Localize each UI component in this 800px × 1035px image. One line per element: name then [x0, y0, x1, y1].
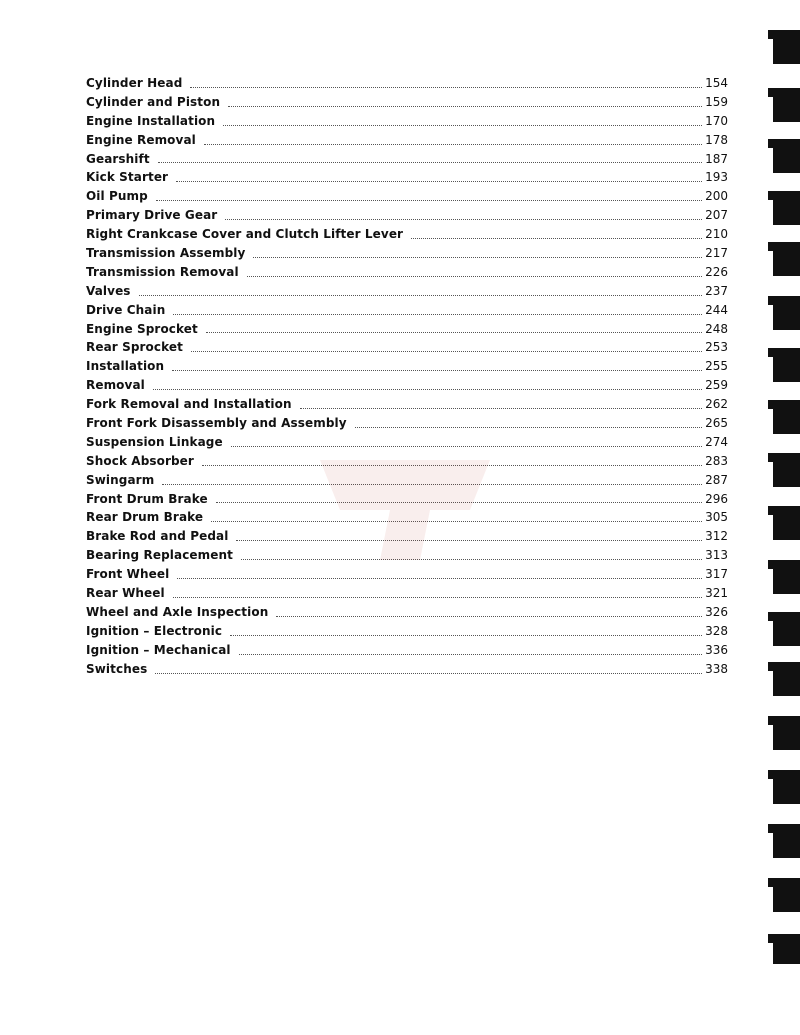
- dot-leader: [176, 180, 702, 182]
- section-tab[interactable]: [773, 662, 800, 696]
- toc-entry-title: Primary Drive Gear: [86, 208, 218, 223]
- dot-leader: [223, 124, 702, 126]
- toc-entry[interactable]: [86, 320, 728, 339]
- section-tab[interactable]: [773, 139, 800, 173]
- toc-entry-page: 253: [705, 340, 728, 355]
- toc-entry-page: 248: [705, 321, 728, 336]
- section-tab[interactable]: [773, 30, 800, 64]
- section-tab[interactable]: [773, 934, 800, 964]
- section-edge-tabs: [760, 0, 800, 1035]
- toc-entry-page: 313: [705, 548, 728, 563]
- toc-entry-page: 265: [705, 416, 728, 431]
- dot-leader: [300, 407, 702, 409]
- toc-entry-title: Kick Starter: [86, 170, 169, 185]
- toc-entry[interactable]: [86, 168, 728, 187]
- toc-entry[interactable]: [86, 225, 728, 244]
- dot-leader: [228, 105, 702, 107]
- toc-entry-page: 237: [705, 283, 728, 298]
- toc-entry-page: 178: [705, 132, 728, 147]
- dot-leader: [204, 143, 702, 145]
- section-tab[interactable]: [773, 770, 800, 804]
- section-tab[interactable]: [773, 88, 800, 122]
- section-tab[interactable]: [773, 348, 800, 382]
- toc-entry-page: 159: [705, 94, 728, 109]
- dot-leader: [355, 426, 702, 428]
- toc-entry-title: Cylinder Head: [86, 76, 183, 90]
- watermark-shape: [320, 460, 490, 560]
- toc-entry[interactable]: [86, 395, 728, 414]
- toc-entry[interactable]: [86, 603, 728, 622]
- toc-entry-title: Installation: [86, 359, 165, 374]
- toc-entry-page: 336: [705, 642, 728, 657]
- dot-leader: [158, 161, 702, 163]
- toc-entry-page: 170: [705, 113, 728, 128]
- toc-entry-page: 259: [705, 378, 728, 393]
- section-tab[interactable]: [773, 453, 800, 487]
- dot-leader: [253, 256, 702, 258]
- toc-entry-page: 328: [705, 623, 728, 638]
- toc-entry-title: Ignition – Mechanical: [86, 642, 231, 657]
- toc-entry[interactable]: [86, 74, 728, 93]
- dot-leader: [411, 237, 702, 239]
- toc-entry[interactable]: [86, 641, 728, 660]
- dot-leader: [225, 218, 702, 220]
- section-tab[interactable]: [773, 878, 800, 912]
- toc-entry-title: Engine Removal: [86, 132, 196, 147]
- toc-entry[interactable]: [86, 112, 728, 131]
- section-tab[interactable]: [773, 242, 800, 276]
- toc-entry[interactable]: [86, 187, 728, 206]
- toc-entry-page: 255: [705, 359, 728, 374]
- dot-leader: [173, 313, 702, 315]
- toc-entry[interactable]: [86, 357, 728, 376]
- dot-leader: [139, 294, 703, 296]
- dot-leader: [191, 350, 702, 352]
- toc-entry-title: Bearing Replacement: [86, 548, 233, 563]
- toc-entry-title: Oil Pump: [86, 189, 148, 204]
- toc-entry-title: Drive Chain: [86, 302, 166, 317]
- toc-entry-page: 338: [705, 661, 728, 676]
- toc-entry-page: 317: [705, 567, 728, 582]
- toc-entry[interactable]: [86, 131, 728, 150]
- toc-entry[interactable]: [86, 414, 728, 433]
- toc-entry-title: Suspension Linkage: [86, 434, 223, 449]
- toc-entry-title: Wheel and Axle Inspection: [86, 604, 269, 619]
- dot-leader: [172, 369, 702, 371]
- toc-entry-title: Front Fork Disassembly and Assembly: [86, 416, 347, 431]
- toc-entry-title: Rear Wheel: [86, 586, 165, 601]
- table-of-contents: [86, 74, 728, 679]
- toc-entry-page: 321: [705, 586, 728, 601]
- toc-entry-title: Shock Absorber: [86, 453, 194, 468]
- toc-entry[interactable]: [86, 660, 728, 679]
- toc-entry-title: Gearshift: [86, 151, 150, 166]
- toc-entry-page: 226: [705, 264, 728, 279]
- section-tab[interactable]: [773, 716, 800, 750]
- toc-entry-page: 210: [705, 227, 728, 242]
- toc-entry-page: 287: [705, 472, 728, 487]
- toc-entry[interactable]: [86, 584, 728, 603]
- dot-leader: [155, 672, 702, 674]
- toc-entry-title: Engine Sprocket: [86, 321, 198, 336]
- toc-entry-page: 296: [705, 491, 728, 506]
- toc-entry-title: Valves: [86, 283, 131, 298]
- section-tab[interactable]: [773, 612, 800, 646]
- toc-entry-title: Engine Installation: [86, 113, 216, 128]
- toc-entry-page: 305: [705, 510, 728, 525]
- dot-leader: [230, 634, 702, 636]
- toc-entry[interactable]: [86, 622, 728, 641]
- toc-entry-title: Brake Rod and Pedal: [86, 529, 229, 544]
- toc-entry-page: 326: [705, 604, 728, 619]
- dot-leader: [173, 596, 702, 598]
- dot-leader: [239, 653, 702, 655]
- toc-entry-page: 154: [705, 76, 728, 90]
- dot-leader: [153, 388, 702, 390]
- toc-entry-title: Removal: [86, 378, 145, 393]
- toc-entry[interactable]: [86, 93, 728, 112]
- toc-entry-title: Rear Sprocket: [86, 340, 183, 355]
- toc-entry-page: 262: [705, 397, 728, 412]
- section-tab[interactable]: [773, 400, 800, 434]
- toc-entry-title: Front Drum Brake: [86, 491, 208, 506]
- toc-entry[interactable]: [86, 282, 728, 301]
- toc-entry-title: Front Wheel: [86, 567, 170, 582]
- dot-leader: [247, 275, 702, 277]
- toc-entry-title: Transmission Assembly: [86, 246, 246, 261]
- toc-entry[interactable]: [86, 244, 728, 263]
- toc-entry-page: 207: [705, 208, 728, 223]
- toc-entry-title: Rear Drum Brake: [86, 510, 204, 525]
- watermark-logo: [300, 440, 510, 570]
- toc-entry-title: Cylinder and Piston: [86, 94, 221, 109]
- section-tab[interactable]: [773, 824, 800, 858]
- toc-entry[interactable]: [86, 376, 728, 395]
- toc-entry-page: 274: [705, 434, 728, 449]
- dot-leader: [276, 615, 702, 617]
- toc-entry-title: Right Crankcase Cover and Clutch Lifter Lever: [86, 227, 404, 242]
- section-tab[interactable]: [773, 560, 800, 594]
- toc-entry-page: 312: [705, 529, 728, 544]
- toc-entry-title: Swingarm: [86, 472, 155, 487]
- section-tab[interactable]: [773, 506, 800, 540]
- toc-entry-page: 200: [705, 189, 728, 204]
- dot-leader: [190, 86, 702, 88]
- toc-entry-title: Transmission Removal: [86, 264, 239, 279]
- toc-entry[interactable]: [86, 150, 728, 169]
- toc-entry-page: 193: [705, 170, 728, 185]
- dot-leader: [206, 331, 702, 333]
- dot-leader: [156, 199, 702, 201]
- toc-entry[interactable]: [86, 263, 728, 282]
- toc-entry-title: Switches: [86, 661, 148, 676]
- dot-leader: [177, 577, 702, 579]
- toc-entry[interactable]: [86, 206, 728, 225]
- section-tab[interactable]: [773, 296, 800, 330]
- toc-entry-page: 187: [705, 151, 728, 166]
- toc-entry-page: 244: [705, 302, 728, 317]
- toc-entry-page: 217: [705, 246, 728, 261]
- toc-entry-title: Ignition – Electronic: [86, 623, 223, 638]
- toc-entry[interactable]: [86, 338, 728, 357]
- toc-entry-title: Fork Removal and Installation: [86, 397, 292, 412]
- section-tab[interactable]: [773, 191, 800, 225]
- toc-entry[interactable]: [86, 301, 728, 320]
- toc-entry-page: 283: [705, 453, 728, 468]
